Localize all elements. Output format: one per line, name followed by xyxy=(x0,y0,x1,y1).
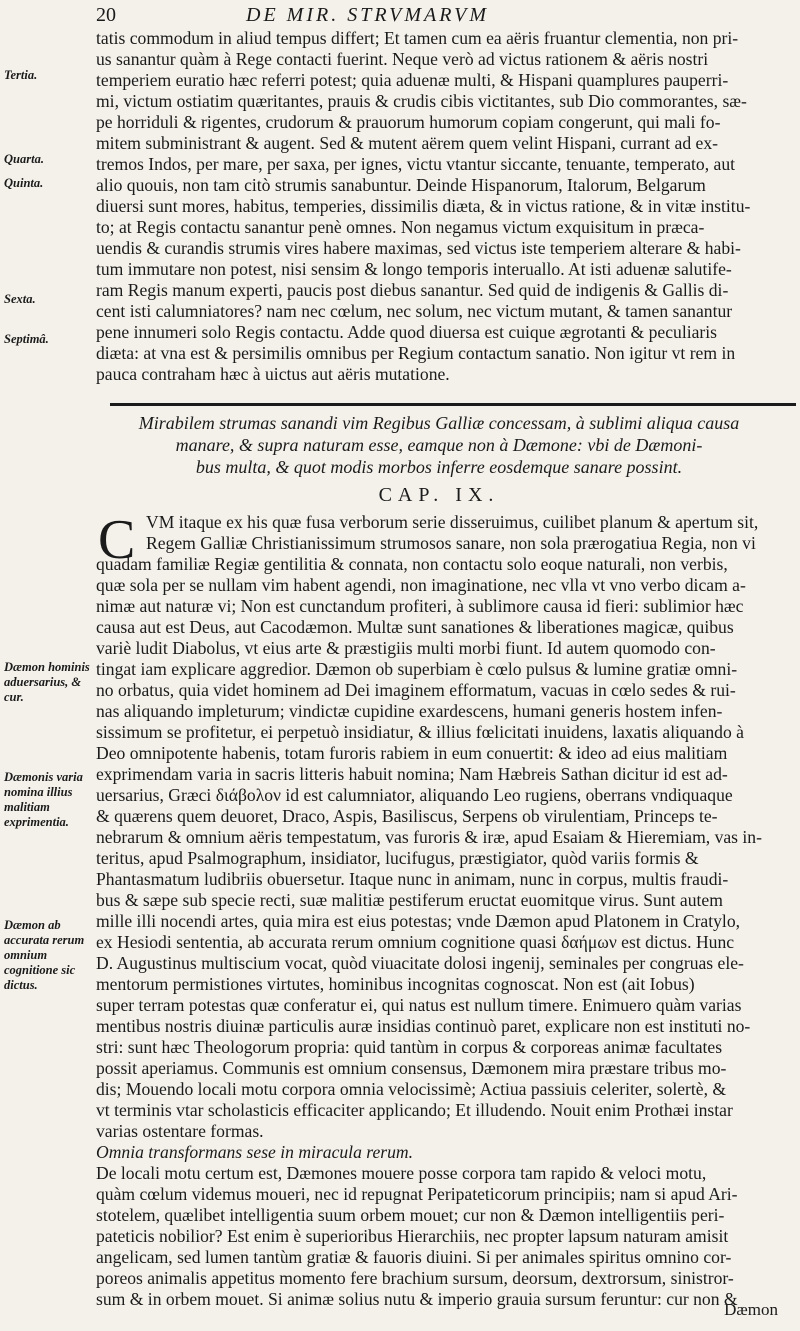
text-line: tremos Indos, per mare, per saxa, per ignes, victu vtantur siccante, tenuante, temperato, aut xyxy=(96,154,736,174)
margin-note: Dæmonis varia nomina illius malitiam exprimentia. xyxy=(4,770,83,829)
catchword: Dæmon xyxy=(724,1300,778,1319)
text-line: diæta: at vna est & persimilis omnibus per Regium contactum sanatio. Non igitur vt rem in xyxy=(96,343,736,363)
text-line: quæ sola per se nullam vim habent agendi, non imaginatione, nec vlla vt vno verbo dicam a- xyxy=(96,575,746,595)
text-line: mi, victum ostiatim quæritantes, prauis & crudis cibis victitantes, sub Dio commorantes, sæ- xyxy=(96,91,747,111)
text-line: De locali motu certum est, Dæmones mouere posse corpora tam rapido & veloci motu, xyxy=(96,1163,707,1183)
text-line: vt terminis vtar scholasticis efficaciter applicando; Et illudendo. Nouit enim Prothæi instar xyxy=(96,1100,733,1120)
text-line: us sanantur quàm à Rege contacti fuerint. Neque verò ad victus rationem & aëris nostri xyxy=(96,49,709,69)
text-line: D. Augustinus multiscium vocat, quòd viuacitate dolosi ingenij, seminales per congruas ele- xyxy=(96,953,744,973)
margin-note: Quinta. xyxy=(4,176,44,190)
margin-note: Dæmon hominis aduersarius, & cur. xyxy=(4,660,90,704)
text-line: mille illi nocendi artes, quia mira est eius potestas; vnde Dæmon apud Platonem in Cratylo, xyxy=(96,911,741,931)
verse-quotation: Omnia transformans sese in miracula rerum. xyxy=(96,1142,414,1162)
text-line: variè ludit Diabolus, vt eius arte & præstigiis multi morbi fiunt. Id autem quomodo con- xyxy=(96,638,716,658)
text-line: temperiem euratio hæc referri potest; quia aduenæ multi, & Hispani quamplures pauperri- xyxy=(96,70,729,90)
text-line: mentibus nostris diuinæ particulis auræ insidias continuò paret, explicare non est instituti no- xyxy=(96,1016,751,1036)
margin-note: Tertia. xyxy=(4,68,38,82)
text-line: no orbatus, quia videt hominem ad Dei imaginem efformatum, vacuas in cœlo sedes & rui- xyxy=(96,680,736,700)
text-line: Deo omnipotente habenis, totam furoris rabiem in eum conuertit: & ideo ad eius malitiam xyxy=(96,743,728,763)
text-line: angelicam, sed lumen tantùm gratiæ & fauoris diuini. Si per animales spiritus omnino cor- xyxy=(96,1247,732,1267)
text-line: pateticis nobilior? Est enim è superioribus Hierarchiis, nec propter lapsum naturam amisit xyxy=(96,1226,729,1246)
text-line: bus & sæpe sub specie recti, suæ malitiæ pestiferum eructat euomitque virus. Sunt autem xyxy=(96,890,723,910)
page-number: 20 xyxy=(96,4,116,26)
text-line: Phantasmatum ludibriis obuersetur. Itaque nunc in animam, nunc in corpus, multis fraudi- xyxy=(96,869,729,889)
text-line: dis; Mouendo locali motu corpora omnia velocissimè; Actiua passiuis celeriter, solertè, & xyxy=(96,1079,727,1099)
text-line: possit aperiamus. Communis est omnium consensus, Dæmonem mira præstare tribus mo- xyxy=(96,1058,727,1078)
text-line: poreos animalis appetitus momento fere brachium sursum, deorsum, dextrorsum, sinistror- xyxy=(96,1268,734,1288)
text-line: to; at Regis contactu sanantur penè omnes. Non negamus victum exquisitum in præca- xyxy=(96,217,705,237)
chapter-title-line: bus multa, & quot modis morbos inferre eosdemque sanare possint. xyxy=(195,457,683,477)
text-line: mitem subministrant & augent. Sed & mutent aërem quem velint Hispani, currant ad ex- xyxy=(96,133,718,153)
margin-note: Sexta. xyxy=(4,292,36,306)
text-line: causa aut est Deus, aut Cacodæmon. Multæ sunt sanationes & liberationes magicæ, quibus xyxy=(96,617,734,637)
text-line: tum immutare non potest, nisi sensim & longo temporis interuallo. At isti aduenæ salutife- xyxy=(96,259,732,279)
text-line: alio quouis, non tam citò strumis sanabuntur. Deinde Hispanorum, Italorum, Belgarum xyxy=(96,175,706,195)
paragraph-1 xyxy=(96,28,782,385)
text-line: exprimendam varia in sacris litteris habuit nomina; Nam Hæbreis Sathan dicitur id est ad- xyxy=(96,764,728,784)
text-line: pene innumeri solo Regis contactu. Adde quod diuersa est cuique ægrotanti & peculiaris xyxy=(96,322,718,342)
text-line: pauca contraham hæc à uictus aut aëris mutatione. xyxy=(96,364,450,384)
text-line: VM itaque ex his quæ fusa verborum serie disseruimus, cuilibet planum & apertum sit, xyxy=(146,512,759,532)
text-line: tatis commodum in aliud tempus differt; Et tamen cum ea aëris fruantur clementia, non pri- xyxy=(96,28,739,48)
text-line: ram Regis manum experti, paucis post diebus sanantur. Sed quid de indigenis & Gallis di- xyxy=(96,280,729,300)
text-line: uendis & curandis strumis vires habere maximas, sed victus iste temperiem alterare & habi- xyxy=(96,238,741,258)
text-line: quàm cœlum videmus moueri, nec id repugnat Peripateticorum principiis; nam si apud Ari- xyxy=(96,1184,738,1204)
text-line: nimæ aut naturæ vi; Non est cunctandum profiteri, à sublimore causa id fieri: sublimior hæc xyxy=(96,596,744,616)
text-line: diuersi sunt mores, habitus, temperies, dissimilis diæta, & in victus ratione, & in vitæ institu- xyxy=(96,196,751,216)
running-title: DE MIR. STRVMARVM xyxy=(246,4,490,26)
paragraph-2-opening xyxy=(146,512,782,554)
margin-note: Dæmon ab accurata rerum omnium cognitione sic dictus. xyxy=(4,918,85,992)
text-line: teritus, apud Psalmographum, insidiator, lucifugus, præstigiator, quòd variis formis & xyxy=(96,848,699,868)
text-line: uersarius, Græci διάβολον id est calumniator, aliquando Leo rugiens, oberrans vndiquaque xyxy=(96,785,733,805)
chapter-title xyxy=(96,412,782,478)
text-line: quadam familiæ Regiæ gentilitia & connata, non contactu solo eoque naturali, non verbis, xyxy=(96,554,728,574)
text-line: sum & in orbem mouet. Si animæ solius nutu & imperio grauia sursum feruntur: cur non & xyxy=(96,1289,738,1309)
text-line: cent isti calumniatores? nam nec cœlum, nec solum, nec victum mutant, & tamen sanantur xyxy=(96,301,733,321)
text-line: tingat iam explicare aggredior. Dæmon ob superbiam è cœlo pulsus & lumine gratiæ omni- xyxy=(96,659,738,679)
text-line: super terram potestas quæ conferatur ei, qui natus est nullum timere. Enimuero quàm varias xyxy=(96,995,742,1015)
text-line: nebrarum & omnium aëris tempestatum, vas furoris & iræ, apud Esaiam & Hieremiam, vas in- xyxy=(96,827,762,847)
text-line: nas aliquando impleturum; vindictæ cupidine exardescens, humani generis hostem infen- xyxy=(96,701,723,721)
margin-note: Quarta. xyxy=(4,152,44,166)
text-line: & quærens quem deuoret, Draco, Aspis, Basiliscus, Serpens ob virulentiam, Princeps te- xyxy=(96,806,718,826)
text-line: ex Hesiodi sententia, ab accurata rerum omnium cognitione quasi δαήμων est dictus. Hunc xyxy=(96,932,735,952)
chapter-title-line: Mirabilem strumas sanandi vim Regibus Galliæ concessam, à sublimi aliqua causa xyxy=(138,413,740,433)
text-line: Regem Galliæ Christianissimum strumosos sanare, non sola prærogatiua Regia, non vi xyxy=(146,533,756,553)
drop-cap: C xyxy=(98,509,136,571)
text-line: stri: sunt hæc Theologorum propria: quid tantùm in corpus & corporeas animæ facultates xyxy=(96,1037,723,1057)
chapter-label: CAP. IX. xyxy=(378,484,500,506)
text-line: pe horriduli & rigentes, crudorum & prauorum humorum copiam congerunt, qui mali fo- xyxy=(96,112,721,132)
paragraph-2 xyxy=(96,554,782,1310)
text-line: mentorum permistiones virtutes, hominibus incognitas cognoscat. Non est (ait Iobus) xyxy=(96,974,695,994)
section-rule xyxy=(110,403,796,406)
margin-note: Septimâ. xyxy=(4,332,49,346)
chapter-title-line: manare, & supra naturam esse, eamque non à Dæmone: vbi de Dæmoni- xyxy=(175,435,703,455)
text-line: stotelem, quælibet intelligentia suum orbem mouet; cur non & Dæmon intelligentiis peri- xyxy=(96,1205,725,1225)
text-line: sissimum se profitetur, ei perpetuò insidiatur, & illius fœlicitati inuidens, laxatis aliquando à xyxy=(96,722,744,742)
text-line: varias ostentare formas. xyxy=(96,1121,264,1141)
